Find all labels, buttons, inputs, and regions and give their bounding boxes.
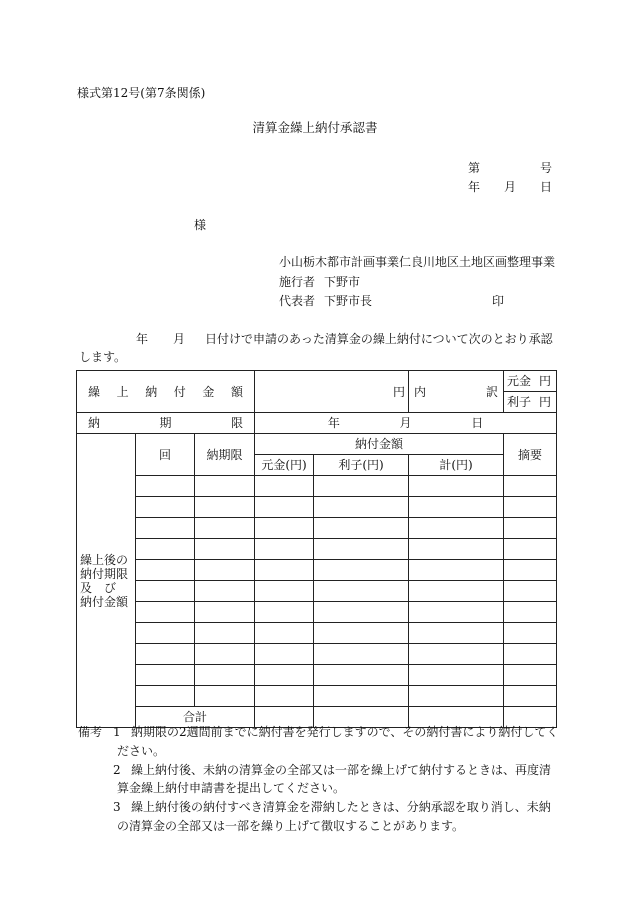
- deadline-label-cell: 納 期 限: [77, 413, 255, 434]
- principal-cell: 元金 円: [504, 371, 557, 392]
- table-row: [77, 623, 557, 644]
- col-kai-header: 回: [136, 434, 195, 476]
- note-1-line1: 納期限の2週間前までに納付書を発行しますので、その納付書により納付してく: [131, 725, 559, 739]
- table-row: [77, 665, 557, 686]
- note-3-line2: の清算金の全部又は一部を繰り上げて徴収することがあります。: [117, 819, 465, 833]
- col-amount-header: 納付金額: [255, 434, 504, 455]
- col-remarks-header: 摘要: [504, 434, 557, 476]
- issue-date-year: 年: [468, 180, 481, 194]
- amount-label-cell: 繰 上 納 付 金 額: [77, 371, 255, 413]
- body-line2: します。: [79, 350, 127, 364]
- breakdown-label-cell: 内 訳: [409, 371, 504, 413]
- doc-number-dai: 第: [468, 161, 481, 175]
- table-row: [77, 476, 557, 497]
- note-2-number: 2: [113, 763, 121, 777]
- table-row: [77, 686, 557, 707]
- table-row: [77, 602, 557, 623]
- total-label-cell: 合計: [136, 707, 255, 728]
- note-1-line2: ださい。: [117, 744, 166, 758]
- issue-date-month: 月: [504, 180, 517, 194]
- note-3-number: 3: [113, 800, 121, 814]
- body-month: 月: [173, 332, 186, 346]
- side-label-cell: 繰上後の 納付期限 及 び 納付金額: [77, 434, 136, 728]
- notes-label: 備考: [78, 725, 103, 739]
- payment-table: [76, 370, 557, 728]
- interest-cell: 利子 円: [504, 392, 557, 413]
- note-2-line1: 繰上納付後、未納の清算金の全部又は一部を繰上げて納付するときは、再度清: [131, 763, 552, 777]
- amount-yen-cell: 円: [255, 371, 409, 413]
- doc-number-go: 号: [540, 161, 553, 175]
- table-row: [77, 644, 557, 665]
- note-3-line1: 繰上納付後の納付すべき清算金を滞納したときは、分納承認を取り消し、未納: [131, 800, 551, 814]
- note-1-number: 1: [113, 725, 121, 739]
- executor-name: 下野市: [324, 275, 361, 289]
- seal-mark: 印: [492, 294, 505, 308]
- note-2-line2: 算金繰上納付申請書を提出してください。: [117, 781, 346, 795]
- addressee-suffix: 様: [194, 218, 207, 232]
- executor-label: 施行者: [279, 275, 316, 289]
- table-row: [77, 560, 557, 581]
- representative-name: 下野市長: [324, 294, 373, 308]
- col-total-header: 計(円): [409, 455, 504, 476]
- col-deadline-header: 納期限: [195, 434, 255, 476]
- col-principal-header: 元金(円): [255, 455, 314, 476]
- issue-date-day: 日: [540, 180, 553, 194]
- body-year: 年: [136, 332, 149, 346]
- form-number: 様式第12号(第7条関係): [77, 86, 206, 100]
- col-interest-header: 利子(円): [314, 455, 409, 476]
- table-row: [77, 497, 557, 518]
- body-line1: 日付けで申請のあった清算金の繰上納付について次のとおり承認: [205, 332, 553, 346]
- representative-label: 代表者: [279, 294, 316, 308]
- issuer-project: 小山栃木都市計画事業仁良川地区土地区画整理事業: [279, 255, 556, 269]
- document-title: 清算金繰上納付承認書: [252, 120, 378, 135]
- table-row: [77, 581, 557, 602]
- table-row: [77, 539, 557, 560]
- deadline-date-cell: 年 月 日: [255, 413, 557, 434]
- table-row: [77, 518, 557, 539]
